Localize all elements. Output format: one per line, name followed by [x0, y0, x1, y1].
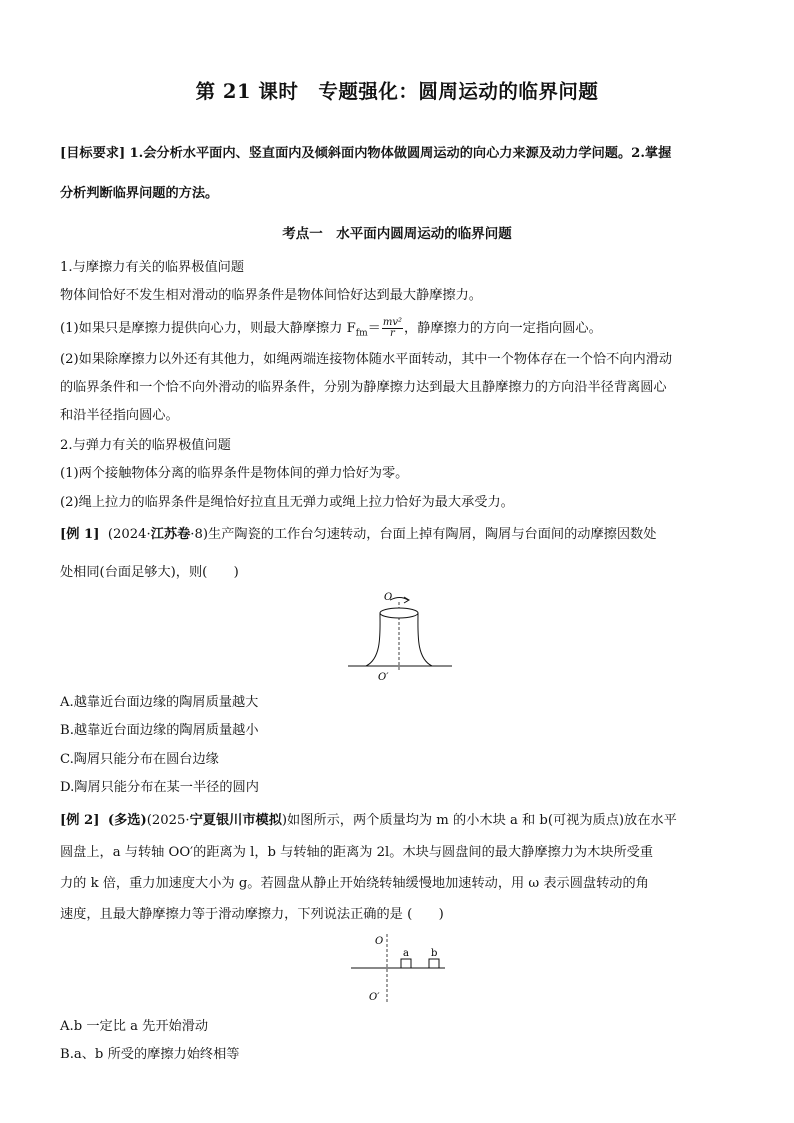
disk-axis-label-bottom: O′: [369, 992, 380, 1003]
goals-line-1: [60, 144, 671, 164]
turntable-left-side: [366, 613, 380, 666]
example2-line-3: 力的 k 倍，重力加速度大小为 g。若圆盘从静止开始绕转轴缓慢地加速转动，用 ω 表示圆盘转动的角: [60, 876, 649, 891]
example2-line-1: [60, 811, 677, 831]
turntable-top: [380, 608, 418, 618]
formula-fraction: [382, 318, 403, 339]
para-friction-condition: 物体间恰好不发生相对滑动的临界条件是物体间恰好达到最大静摩擦力。: [60, 288, 482, 303]
axis-label-bottom: O′: [378, 672, 389, 682]
case1-text-a: (1)如果只是摩擦力提供向心力，则最大静摩擦力 F: [60, 321, 356, 336]
example2-line-2: 圆盘上，a 与转轴 OO′的距离为 l，b 与转轴的距离为 2l。木块与圆盘间的最大静摩擦力为木块所受重: [60, 845, 654, 860]
disk-axis-label-top: O: [375, 936, 384, 947]
case1-equals: ＝: [367, 321, 381, 336]
goals-line-2: 分析判断临界问题的方法。: [60, 186, 219, 201]
example2-option-a: A.b 一定比 a 先开始滑动: [60, 1019, 209, 1034]
example1-option-a: A.越靠近台面边缘的陶屑质量越大: [60, 695, 259, 710]
example1-text: ·8)生产陶瓷的工作台匀速转动，台面上掉有陶屑，陶屑与台面间的动摩擦因数处: [190, 527, 657, 542]
example2-source-pre: (2025·: [146, 813, 190, 828]
example2-text: )如图所示，两个质量均为 m 的小木块 a 和 b(可视为质点)放在水平: [281, 813, 677, 828]
example2-multi: (多选): [107, 813, 147, 828]
example1-source-name: 江苏卷: [150, 527, 191, 542]
formula-numerator: mv²: [382, 317, 402, 328]
turntable-right-side: [418, 613, 432, 666]
rotating-disk-figure: [345, 928, 455, 1008]
goals-label: [目标要求]: [60, 146, 126, 161]
example2-line-4: 速度，且最大静摩擦力等于滑动摩擦力，下列说法正确的是 ( ): [60, 907, 444, 922]
case1-text-b: ，静摩擦力的方向一定指向圆心。: [403, 321, 602, 336]
example2-option-b: B.a、b 所受的摩擦力始终相等: [60, 1047, 240, 1062]
example1-line-2: 处相同(台面足够大)，则( ): [60, 565, 239, 580]
example2-source-name: 宁夏银川市模拟: [189, 813, 282, 828]
example1-option-b: B.越靠近台面边缘的陶屑质量越小: [60, 723, 259, 738]
para-elastic-case-1: (1)两个接触物体分离的临界条件是物体间的弹力恰好为零。: [60, 466, 409, 481]
example1-tag: [例 1]: [60, 527, 100, 542]
para-friction-case-2b: 的临界条件和一个恰不向外滑动的临界条件，分别为静摩擦力达到最大且静摩擦力的方向沿半径背离圆心: [60, 380, 667, 395]
block-a: [401, 959, 411, 968]
para-elastic-case-2: (2)绳上拉力的临界条件是绳恰好拉直且无弹力或绳上拉力恰好为最大承受力。: [60, 495, 514, 510]
example1-line-1: [60, 525, 656, 545]
block-b: [429, 959, 439, 968]
para-elastic-title: 2.与弹力有关的临界极值问题: [60, 438, 231, 453]
para-friction-case-2c: 和沿半径指向圆心。: [60, 408, 179, 423]
pottery-wheel-figure: [340, 588, 460, 682]
block-b-label: b: [431, 948, 438, 959]
example1-option-c: C.陶屑只能分布在圆台边缘: [60, 752, 219, 767]
example2-tag: [例 2]: [60, 813, 100, 828]
section-heading: 考点一 水平面内圆周运动的临界问题: [282, 226, 512, 242]
axis-label-top: O: [384, 592, 393, 603]
formula-denominator: r: [390, 328, 395, 339]
para-friction-title: 1.与摩擦力有关的临界极值问题: [60, 260, 245, 275]
para-friction-case-2a: (2)如果除摩擦力以外还有其他力，如绳两端连接物体随水平面转动，其中一个物体存在一个恰不向内滑动: [60, 352, 673, 367]
goals-text-1: 1.会分析水平面内、竖直面内及倾斜面内物体做圆周运动的向心力来源及动力学问题。2.掌握: [129, 146, 672, 161]
rotation-arrow-head: [404, 597, 409, 603]
example1-option-d: D.陶屑只能分布在某一半径的圆内: [60, 780, 259, 795]
page-title: 第 21 课时 专题强化：圆周运动的临界问题: [195, 80, 599, 103]
block-a-label: a: [403, 948, 409, 959]
example1-source-pre: (2024·: [107, 527, 151, 542]
case1-subscript: fm: [355, 328, 368, 339]
para-friction-case-1: [60, 318, 602, 344]
